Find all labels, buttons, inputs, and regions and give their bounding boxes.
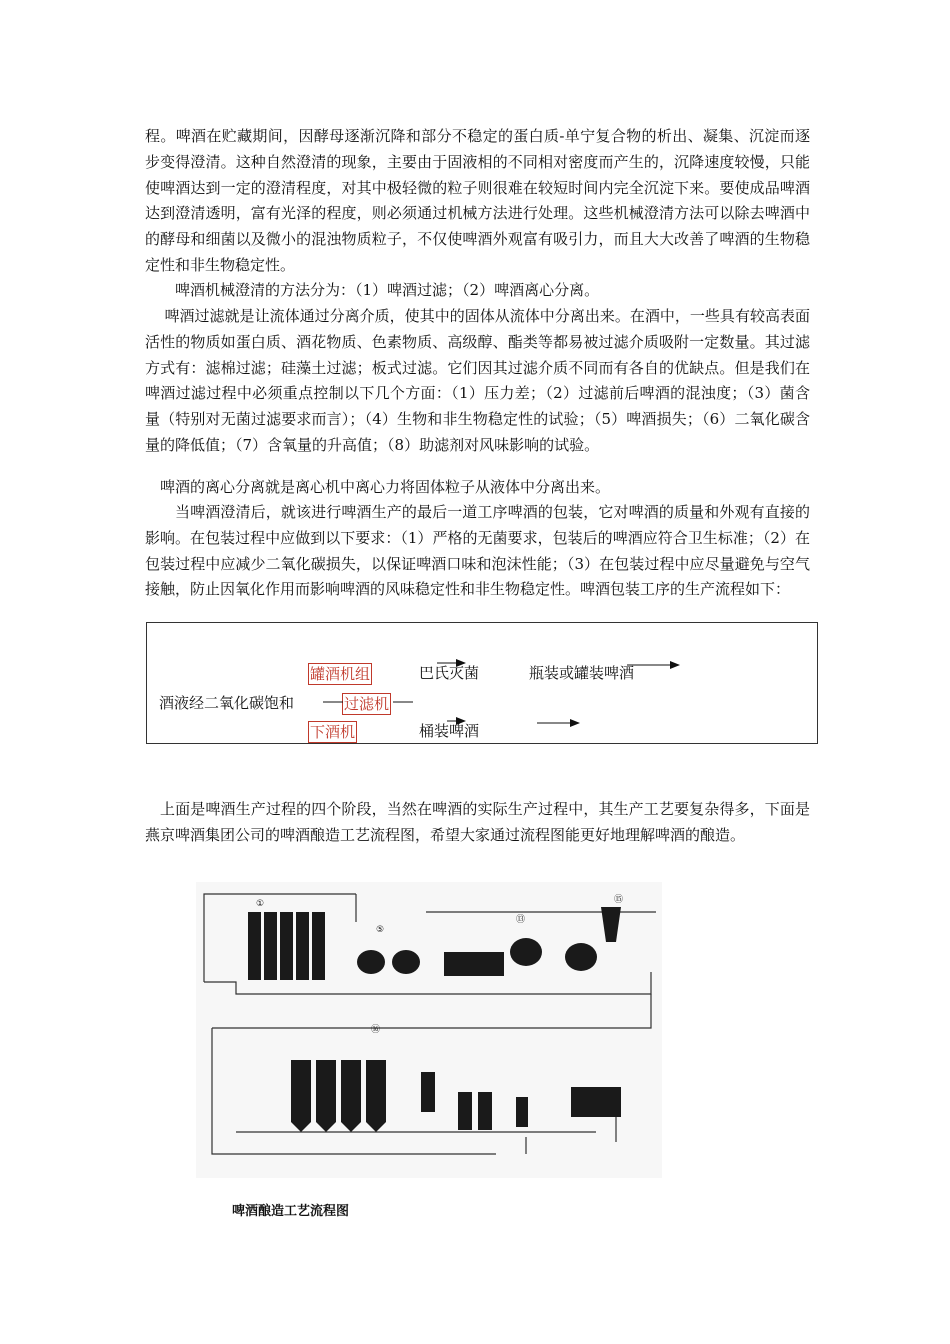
paragraph-packaging: 当啤酒澄清后，就该进行啤酒生产的最后一道工序啤酒的包装，它对啤酒的质量和外观有直接的影响。在包装过程中应做到以下要求：（1）严格的无菌要求，包装后的啤酒应符合卫生标准；（2）在包装过程中应减少二氧化碳损失，以保证啤酒口味和泡沫性能；（3）在包装过程中应尽量避免与空气接触，防止因氧化作用而影响啤酒的风味稳定性和非生物稳定性。啤酒包装工序的生产流程如下：: [145, 503, 810, 599]
svg-text:⑯: ⑯: [371, 1025, 381, 1035]
svg-text:⑬: ⑬: [516, 915, 526, 925]
filter-label: 过滤机: [344, 695, 390, 713]
flow-start-label: 酒液经二氧化碳饱和: [159, 694, 295, 712]
packaging-flow-box: [146, 622, 818, 744]
keg-beer-label: 桶装啤酒: [419, 722, 480, 740]
paragraph-methods: 啤酒机械澄清的方法分为：（1）啤酒过滤；（2）啤酒离心分离。: [175, 281, 600, 299]
svg-text:⑮: ⑮: [614, 895, 624, 905]
keg-filler-label: 下酒机: [310, 723, 356, 741]
paragraph-clarification: 程。啤酒在贮藏期间，因酵母逐渐沉降和部分不稳定的蛋白质-单宁复合物的析出、凝集、沉淀而逐步变得澄清。这种自然澄清的现象，主要由于固液相的不同相对密度而产生的，沉降速度较慢，只能使啤酒达到一定的澄清程度，对其中极轻微的粒子则很难在较短时间内完全沉淀下来。要使成品啤酒达到澄清透明，富有光泽的程度，则必须通过机械方法进行处理。这些机械澄清方法可以除去啤酒中的酵母和细菌以及微小的混浊物质粒子，不仅使啤酒外观富有吸引力，而且大大改善了啤酒的生物稳定性和非生物稳定性。: [145, 127, 810, 274]
paragraph-filtration: 啤酒过滤就是让流体通过分离介质，使其中的固体从流体中分离出来。在酒中，一些具有较高表面活性的物质如蛋白质、酒花物质、色素物质、高级醇、酯类等都易被过滤介质吸附一定数量。其过滤方式有：滤棉过滤；硅藻土过滤；板式过滤。它们因其过滤介质不同而有各自的优缺点。但是我们在啤酒过滤过程中必须重点控制以下几个方面：（1）压力差；（2）过滤前后啤酒的混浊度；（3）菌含量（特别对无菌过滤要求而言）；（4）生物和非生物稳定性的试验；（5）啤酒损失；（6）二氧化碳含量的降低值；（7）含氧量的升高值；（8）助滤剂对风味影响的试验。: [145, 307, 810, 454]
can-filler-label: 罐酒机组: [310, 665, 371, 683]
paragraph-centrifuge: 啤酒的离心分离就是离心机中离心力将固体粒子从液体中分离出来。: [160, 478, 611, 496]
pasteur-label: 巴氏灭菌: [419, 664, 480, 682]
bottle-can-label: 瓶装或罐装啤酒: [529, 664, 635, 682]
diagram-caption: 啤酒酿造工艺流程图: [232, 1204, 350, 1219]
paragraph-summary: 上面是啤酒生产过程的四个阶段，当然在啤酒的实际生产过程中，其生产工艺要复杂得多，下面是燕京啤酒集团公司的啤酒酿造工艺流程图，希望大家通过流程图能更好地理解啤酒的酿造。: [145, 800, 810, 844]
brewing-process-diagram: [196, 882, 662, 1178]
flow-arrows: [147, 623, 819, 745]
svg-text:⑤: ⑤: [376, 925, 385, 935]
svg-text:①: ①: [256, 899, 265, 909]
